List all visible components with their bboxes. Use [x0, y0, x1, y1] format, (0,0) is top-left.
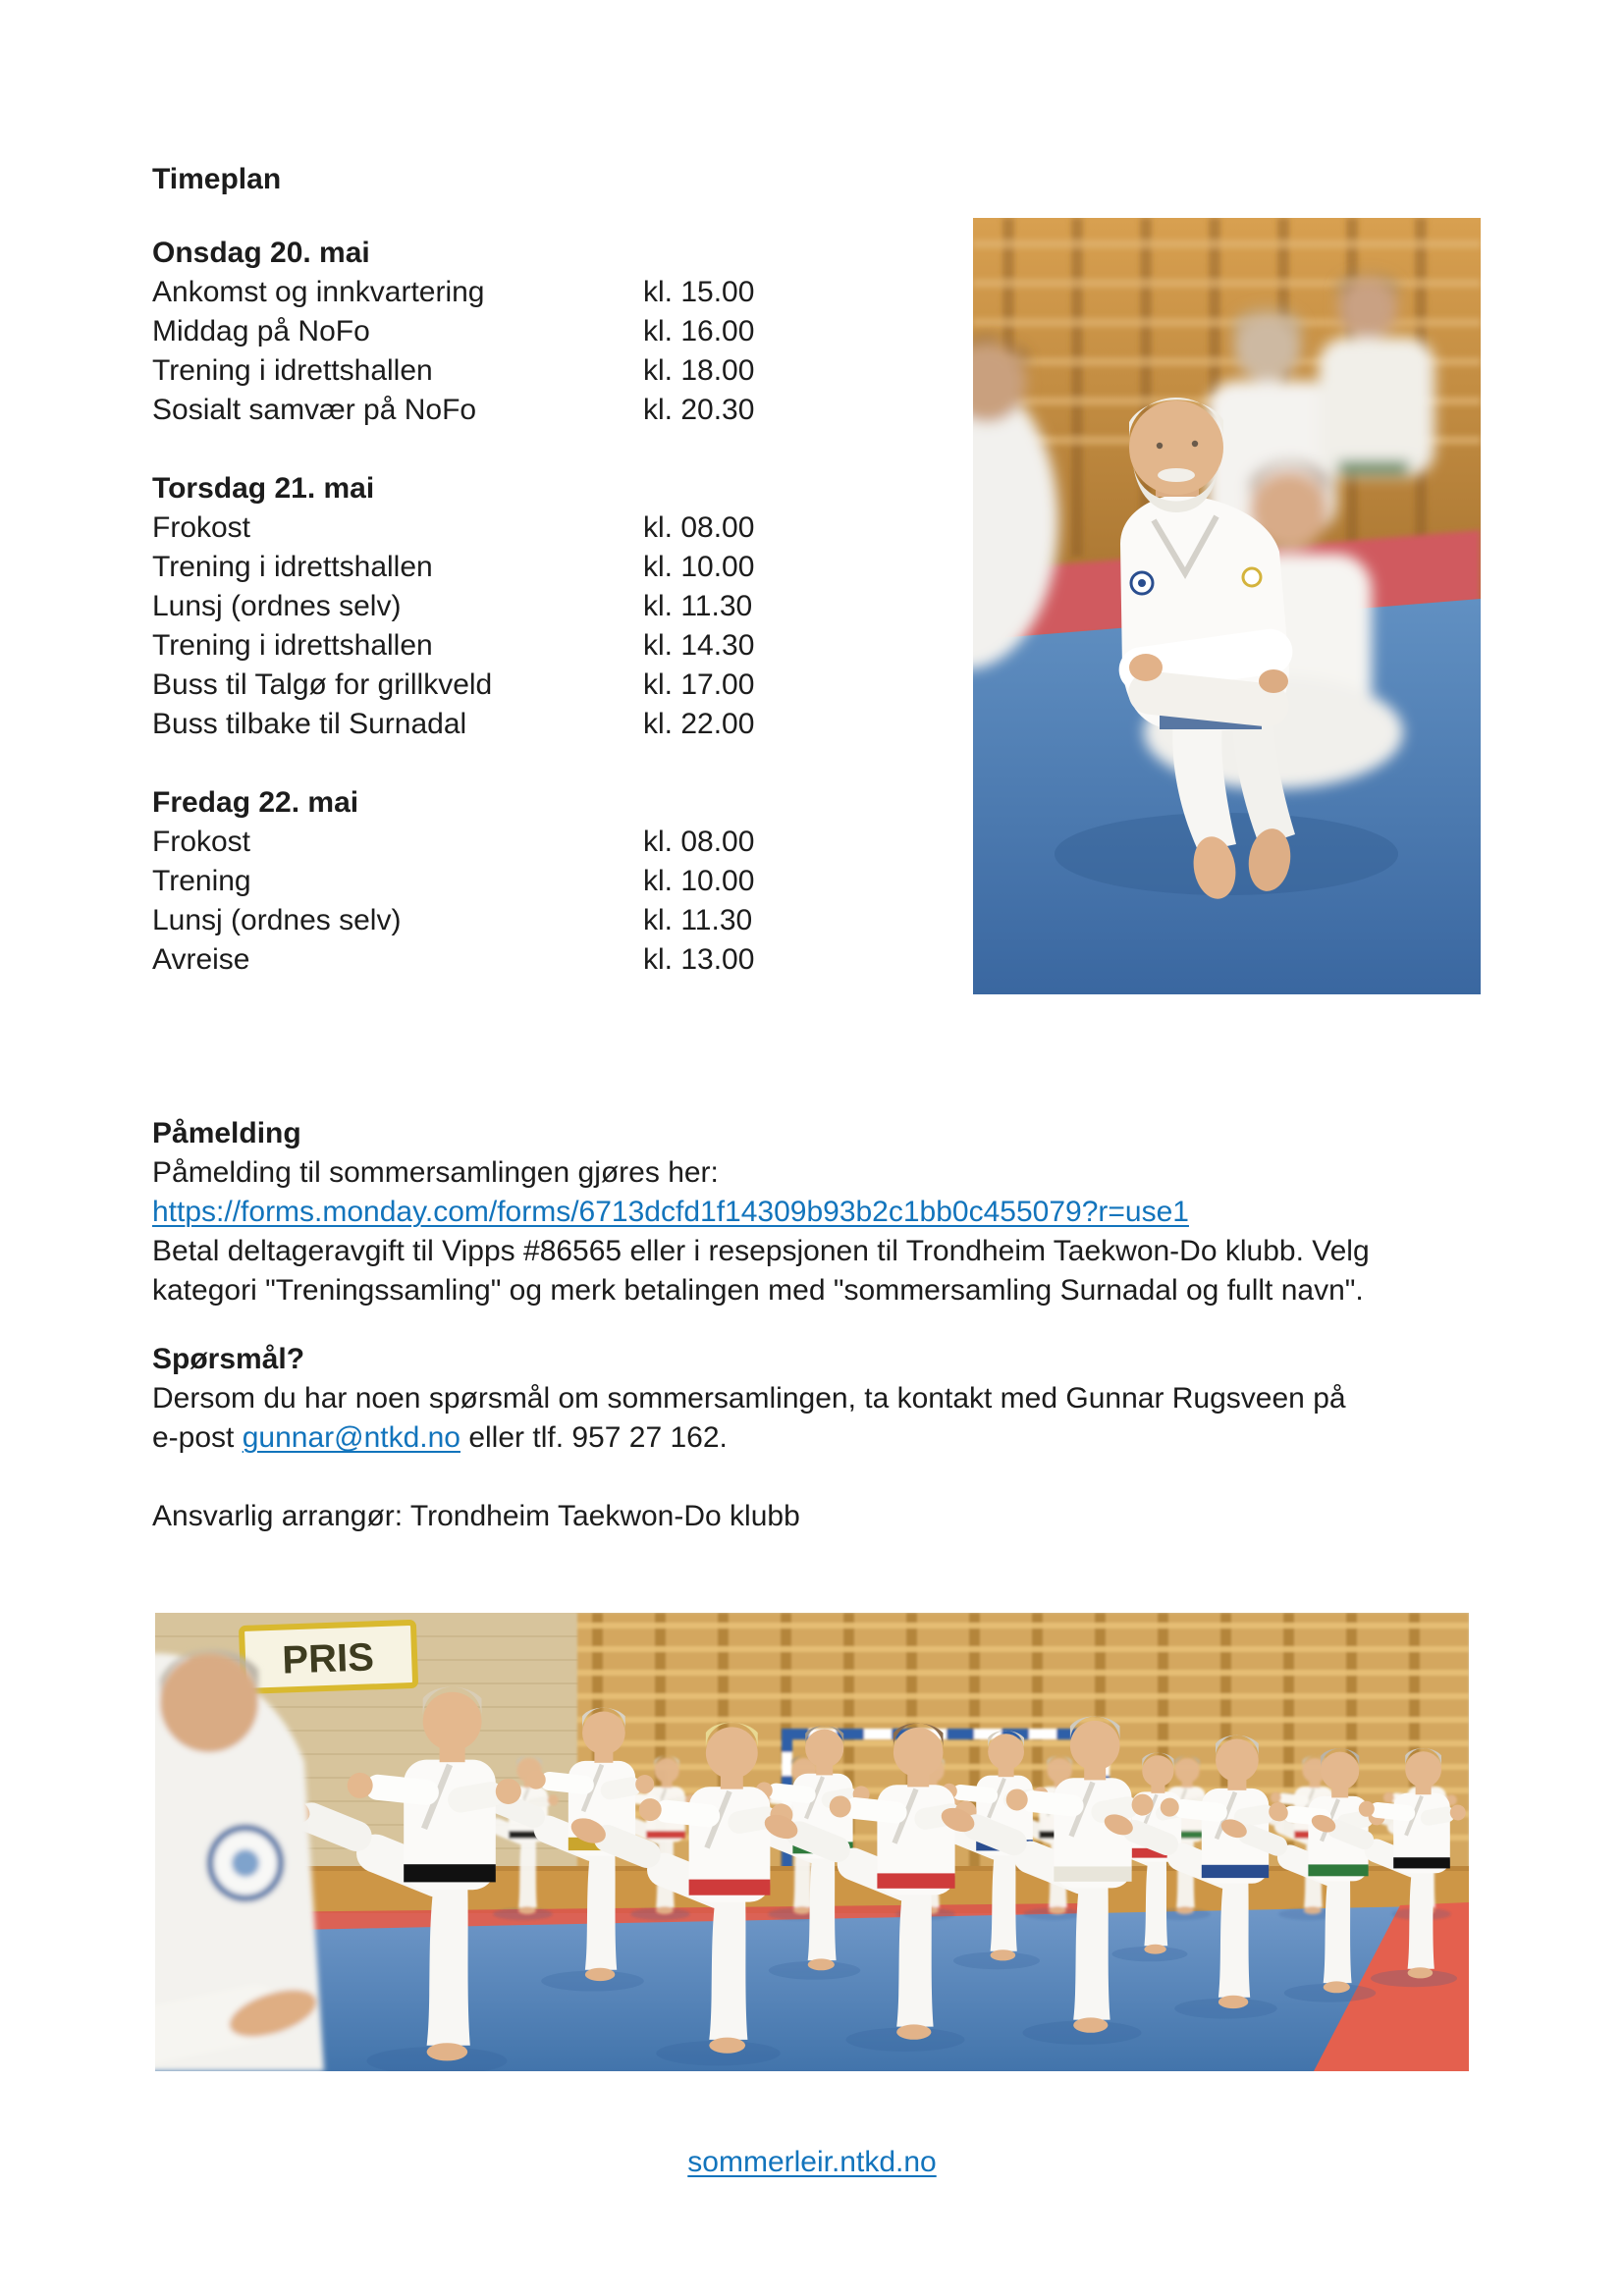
- activity-label: Frokost: [152, 826, 251, 858]
- questions-section: [152, 1340, 1478, 1458]
- activity-time: kl. 11.30: [643, 904, 753, 936]
- activity-label: Buss tilbake til Surnadal: [152, 708, 467, 740]
- payment-text-line2: kategori "Treningssamling" og merk betalingen med "sommersamling Surnadal og fullt navn".: [152, 1274, 1364, 1307]
- pris-sign: [242, 1623, 415, 1691]
- questions-heading: Spørsmål?: [152, 1343, 305, 1375]
- photo-group-training: [155, 1613, 1469, 2071]
- activity-label: Trening i idrettshallen: [152, 629, 433, 662]
- activity-label: Avreise: [152, 943, 250, 976]
- registration-intro: Påmelding til sommersamlingen gjøres her:: [152, 1156, 719, 1189]
- activity-label: Ankomst og innkvartering: [152, 276, 485, 308]
- photo-seated-practitioner: [973, 218, 1481, 994]
- activity-label: Trening i idrettshallen: [152, 354, 433, 387]
- activity-time: kl. 16.00: [643, 315, 755, 347]
- footer: [0, 2143, 1624, 2182]
- activity-time: kl. 15.00: [643, 276, 755, 308]
- payment-text-line1: Betal deltageravgift til Vipps #86565 eller i resepsjonen til Trondheim Taekwon-Do klubb. Velg: [152, 1235, 1370, 1267]
- questions-text-line2: [152, 1418, 1478, 1458]
- activity-label: Lunsj (ordnes selv): [152, 590, 402, 622]
- email-link[interactable]: gunnar@ntkd.no: [242, 1421, 460, 1454]
- activity-time: kl. 10.00: [643, 551, 755, 583]
- activity-time: kl. 18.00: [643, 354, 755, 387]
- activity-time: kl. 13.00: [643, 943, 755, 976]
- activity-label: Sosialt samvær på NoFo: [152, 394, 477, 426]
- activity-time: kl. 11.30: [643, 590, 753, 622]
- pris-sign-text: PRIS: [281, 1635, 375, 1682]
- questions-text-after-email: eller tlf. 957 27 162.: [460, 1421, 728, 1454]
- photo-group-training-art: [155, 1613, 1469, 2071]
- activity-time: kl. 10.00: [643, 865, 755, 897]
- day-heading: Torsdag 21. mai: [152, 472, 375, 505]
- activity-time: kl. 14.30: [643, 629, 755, 662]
- activity-label: Trening i idrettshallen: [152, 551, 433, 583]
- photo-seated-practitioner-art: [973, 218, 1481, 994]
- activity-label: Frokost: [152, 511, 251, 544]
- organizer-line: Ansvarlig arrangør: Trondheim Taekwon-Do klubb: [152, 1500, 800, 1532]
- activity-label: Buss til Talgø for grillkveld: [152, 668, 493, 701]
- registration-form-link[interactable]: https://forms.monday.com/forms/6713dcfd1f14309b93b2c1bb0c455079?r=use1: [152, 1196, 1189, 1228]
- activity-label: Trening: [152, 865, 251, 897]
- day-heading: Fredag 22. mai: [152, 786, 359, 819]
- activity-label: Lunsj (ordnes selv): [152, 904, 402, 936]
- activity-time: kl. 08.00: [643, 826, 755, 858]
- activity-time: kl. 17.00: [643, 668, 755, 701]
- day-heading: Onsdag 20. mai: [152, 237, 370, 269]
- questions-text-before-email: e-post: [152, 1421, 243, 1454]
- page-title: Timeplan: [152, 163, 282, 195]
- footer-site-link[interactable]: sommerleir.ntkd.no: [687, 2146, 937, 2178]
- registration-heading: Påmelding: [152, 1117, 301, 1149]
- questions-text-line1: Dersom du har noen spørsmål om sommersamlingen, ta kontakt med Gunnar Rugsveen på: [152, 1382, 1346, 1415]
- activity-time: kl. 22.00: [643, 708, 755, 740]
- activity-time: kl. 20.30: [643, 394, 755, 426]
- registration-section: [152, 1114, 1478, 1310]
- activity-label: Middag på NoFo: [152, 315, 370, 347]
- activity-time: kl. 08.00: [643, 511, 755, 544]
